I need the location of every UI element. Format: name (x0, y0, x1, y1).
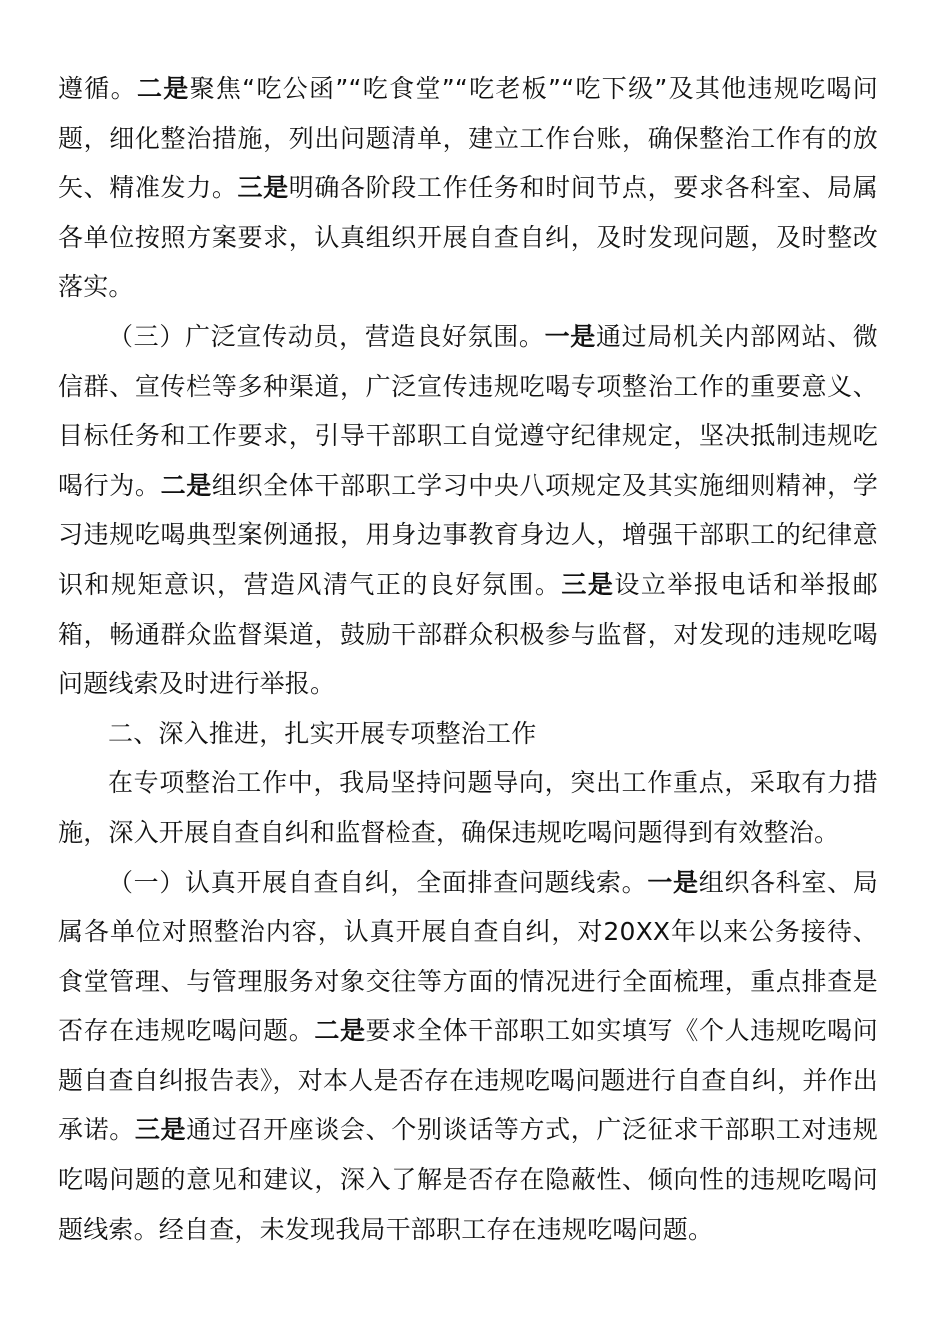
paragraph-5-run-2-bold: 一是 (647, 867, 699, 897)
paragraph-5 (58, 858, 878, 1255)
paragraph-5-run-1: （一）认真开展自查自纠，全面排查问题线索。 (108, 867, 648, 897)
paragraph-2-run-4-bold: 二是 (160, 470, 212, 500)
paragraph-1-run-1: 遵循。 (58, 74, 137, 103)
section-heading-text: 二、深入推进，扎实开展专项整治工作 (108, 718, 537, 748)
paragraph-2 (58, 312, 878, 709)
paragraph-1-run-2-bold: 二是 (136, 74, 190, 103)
paragraph-4-run-1: 在专项整治工作中，我局坚持问题导向，突出工作重点，采取有力措施，深入开展自查自纠和监督检查，确保违规吃喝问题得到有效整治。 (58, 768, 878, 847)
paragraph-2-run-5: 组织全体干部职工学习中央八项规定及其实施细则精神，学习违规吃喝典型案例通报，用身边事教育身边人，增强干部职工的纪律意识和规矩意识，营造风清气正的良好氛围。 (58, 470, 878, 599)
paragraph-1-run-4-bold: 三是 (237, 173, 289, 203)
paragraph-4 (58, 758, 878, 857)
paragraph-2-run-3: 通过局机关内部网站、微信群、宣传栏等多种渠道，广泛宣传违规吃喝专项整治工作的重要意义、目标任务和工作要求，引导干部职工自觉遵守纪律规定，坚决抵制违规吃喝行为。 (58, 321, 879, 500)
paragraph-5-run-6-bold: 三是 (134, 1115, 187, 1145)
paragraph-2-run-2-bold: 一是 (544, 321, 596, 351)
paragraph-5-run-5: 要求全体干部职工如实填写《个人违规吃喝问题自查自纠报告表》，对本人是否存在违规吃喝问题进行自查自纠，并作出承诺。 (58, 1016, 878, 1145)
paragraph-5-run-4-bold: 二是 (314, 1016, 366, 1046)
document-body (58, 64, 878, 1254)
paragraph-5-run-7: 通过召开座谈会、个别谈话等方式，广泛征求干部职工对违规吃喝问题的意见和建议，深入了解是否存在隐蔽性、倾向性的违规吃喝问题线索。经自查，未发现我局干部职工存在违规吃喝问题。 (58, 1115, 878, 1244)
paragraph-1 (58, 64, 878, 312)
paragraph-1-run-5: 明确各阶段工作任务和时间节点，要求各科室、局属各单位按照方案要求，认真组织开展自查自纠，及时发现问题，及时整改落实。 (58, 173, 878, 302)
paragraph-1-run-3: 聚焦“吃公函”“吃食堂”“吃老板”“吃下级”及其他违规吃喝问题，细化整治措施，列出问题清单，建立工作台账，确保整治工作有的放矢、精准发力。 (58, 74, 878, 203)
paragraph-2-run-6-bold: 三是 (561, 569, 615, 599)
section-heading (58, 709, 878, 759)
paragraph-2-run-7: 设立举报电话和举报邮箱，畅通群众监督渠道，鼓励干部群众积极参与监督，对发现的违规吃喝问题线索及时进行举报。 (58, 569, 878, 699)
paragraph-5-run-3: 组织各科室、局属各单位对照整治内容，认真开展自查自纠，对20XX年以来公务接待、食堂管理、与管理服务对象交往等方面的情况进行全面梳理，重点排查是否存在违规吃喝问题。 (58, 867, 879, 1046)
paragraph-2-run-1: （三）广泛宣传动员，营造良好氛围。 (108, 321, 545, 351)
